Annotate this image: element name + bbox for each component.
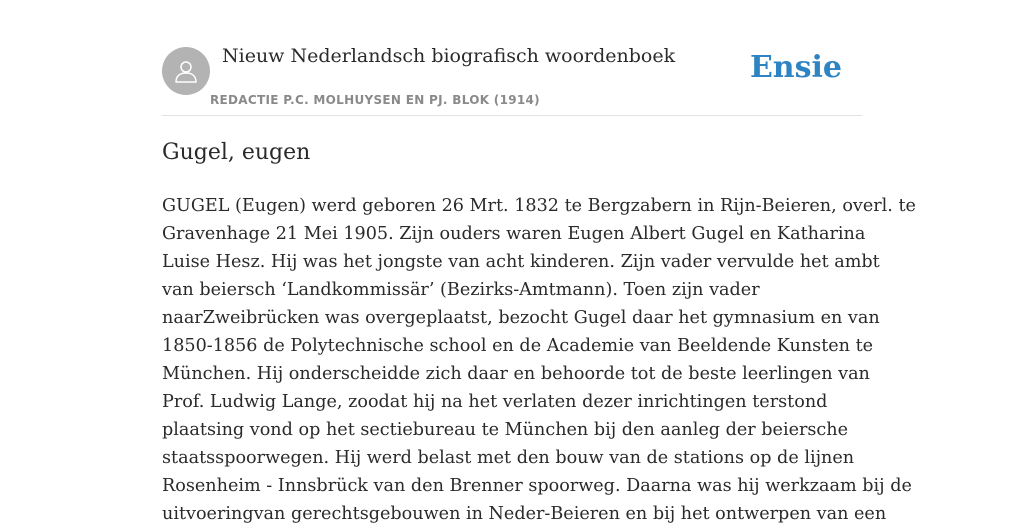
body-line: Rosenheim - Innsbrück van den Brenner spoorweg. Daarna was hij werkzaam bij de — [162, 476, 912, 496]
source-header — [162, 0, 862, 116]
editors-label: REDACTIE P.C. MOLHUYSEN EN PJ. BLOK (1914) — [210, 93, 540, 107]
body-line: uitvoeringvan gerechtsgebouwen in Neder-Beieren en bij het ontwerpen van een — [162, 504, 887, 524]
user-outline-icon — [172, 57, 200, 85]
body-line: München. Hij onderscheidde zich daar en behoorde tot de beste leerlingen van — [162, 364, 870, 384]
body-line: Prof. Ludwig Lange, zoodat hij na het verlaten dezer inrichtingen terstond — [162, 392, 828, 412]
body-line: staatsspoorwegen. Hij werd belast met den bouw van de stations op de lijnen — [162, 448, 855, 468]
user-avatar-icon[interactable] — [162, 47, 210, 95]
book-title[interactable]: Nieuw Nederlandsch biografisch woordenboek — [222, 45, 676, 67]
body-line: van beiersch ‘Landkommissär’ (Bezirks-Amtmann). Toen zijn vader — [162, 280, 760, 300]
body-line: 1850-1856 de Polytechnische school en de Academie van Beeldende Kunsten te — [162, 336, 874, 356]
body-line: GUGEL (Eugen) werd geboren 26 Mrt. 1832 te Bergzabern in Rijn-Beieren, overl. te — [162, 196, 916, 216]
body-line: naarZweibrücken was overgeplaatst, bezocht Gugel daar het gymnasium en van — [162, 308, 880, 328]
body-line: Luise Hesz. Hij was het jongste van acht kinderen. Zijn vader vervulde het ambt — [162, 252, 880, 272]
ensie-logo[interactable]: Ensie — [749, 50, 842, 85]
body-line: plaatsing vond op het sectiebureau te München bij den aanleg der beiersche — [162, 420, 849, 440]
body-line: Gravenhage 21 Mei 1905. Zijn ouders waren Eugen Albert Gugel en Katharina — [162, 224, 866, 244]
entry-title: Gugel, eugen — [162, 140, 311, 165]
content-container — [162, 0, 916, 524]
entry-body — [162, 192, 916, 528]
